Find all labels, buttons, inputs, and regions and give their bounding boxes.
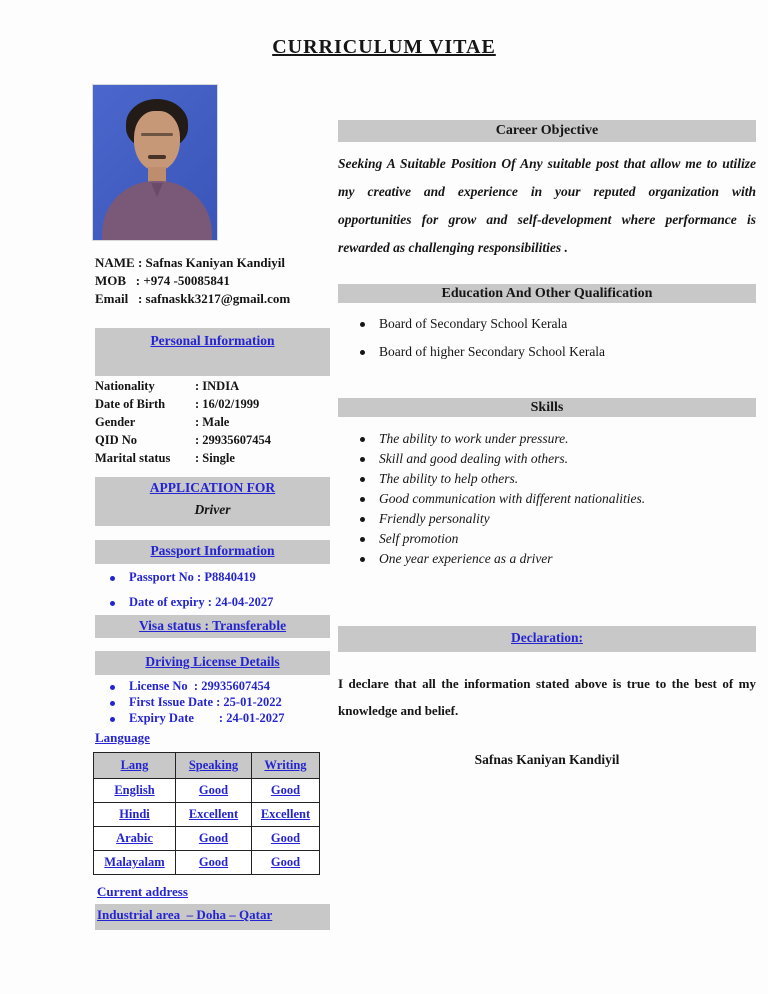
list-item [360, 316, 756, 332]
list-item [360, 449, 756, 469]
language-heading: Language [95, 730, 150, 745]
career-objective-header [338, 120, 756, 142]
bullet-icon [110, 576, 115, 581]
table-row [94, 827, 320, 851]
personal-info-row [95, 451, 330, 466]
table-cell: English [94, 779, 176, 803]
current-address-bar [95, 904, 330, 930]
photo-face-shape [134, 111, 180, 171]
bullet-icon [110, 717, 115, 722]
passport-information-header [95, 540, 330, 564]
bullet-icon [110, 701, 115, 706]
driving-license-list [110, 678, 345, 726]
passport-information-heading: Passport Information [150, 543, 275, 558]
passport-information-list [110, 570, 340, 620]
list-item-text: The ability to work under pressure. [379, 431, 569, 446]
skills-list [360, 429, 756, 569]
row-label: Marital status [95, 451, 171, 465]
list-item-text: Board of Secondary School Kerala [379, 316, 568, 331]
application-for-heading: APPLICATION FOR [149, 480, 276, 495]
table-cell: Arabic [94, 827, 176, 851]
table-cell: Good [252, 827, 320, 851]
declaration-header [338, 626, 756, 652]
list-item [110, 570, 340, 585]
personal-information-heading: Personal Information [150, 333, 275, 348]
table-row [94, 779, 320, 803]
row-label: Date of Birth [95, 397, 166, 411]
bullet-icon [360, 322, 365, 327]
list-item [110, 678, 345, 694]
table-cell: Excellent [252, 803, 320, 827]
column-header: Lang [94, 753, 176, 779]
list-item-text: Skill and good dealing with others. [379, 451, 568, 466]
career-objective-heading: Career Objective [495, 123, 599, 138]
language-table [93, 752, 320, 875]
column-header: Speaking [176, 753, 252, 779]
current-address-heading: Current address [97, 884, 188, 899]
language-table-header-row [94, 753, 320, 779]
list-item [110, 595, 340, 610]
list-item [360, 529, 756, 549]
contact-mobile-line: MOB : +974 -50085841 [95, 273, 230, 288]
personal-info-row [95, 379, 330, 394]
column-header: Writing [252, 753, 320, 779]
list-item-text: Date of expiry : 24-04-2027 [129, 595, 274, 609]
list-item-text: License No : 29935607454 [129, 679, 270, 693]
bullet-icon [110, 601, 115, 606]
list-item [360, 429, 756, 449]
skills-heading: Skills [530, 400, 564, 415]
bullet-icon [360, 497, 365, 502]
row-value: : Male [195, 415, 230, 429]
driving-license-heading: Driving License Details [145, 654, 280, 669]
table-cell: Good [176, 851, 252, 875]
list-item [360, 489, 756, 509]
bullet-icon [360, 557, 365, 562]
list-item [360, 344, 756, 360]
list-item-text: The ability to help others. [379, 471, 519, 486]
application-for-value: Driver [194, 502, 231, 517]
portrait-photo [92, 84, 218, 241]
list-item-text: First Issue Date : 25-01-2022 [129, 695, 282, 709]
declaration-text: I declare that all the information stated above is true to the best of my knowledge and belief. [338, 676, 756, 718]
career-objective-text: Seeking A Suitable Position Of Any suitable post that allow me to utilize my creative and experience in your reputed organization with opportunities for grow and self-development where performance is rewarded as challenging responsibilities . [338, 156, 756, 255]
list-item [360, 549, 756, 569]
table-row [94, 851, 320, 875]
list-item-text: Self promotion [379, 531, 459, 546]
row-label: Nationality [95, 379, 155, 393]
list-item-text: Board of higher Secondary School Kerala [379, 344, 606, 359]
personal-info-row [95, 415, 330, 430]
list-item [110, 694, 345, 710]
row-value: : Single [195, 451, 235, 465]
row-label: QID No [95, 433, 138, 447]
photo-brow-shape [141, 133, 173, 136]
visa-status-text: Visa status : Transferable [138, 618, 287, 633]
driving-license-header [95, 651, 330, 675]
current-address-value: Industrial area – Doha – Qatar [97, 907, 273, 922]
bullet-icon [110, 685, 115, 690]
personal-info-row [95, 433, 330, 448]
row-label: Gender [95, 415, 136, 429]
personal-information-header [95, 328, 330, 376]
visa-status-header [95, 615, 330, 638]
education-header [338, 284, 756, 303]
list-item [360, 469, 756, 489]
table-cell: Excellent [176, 803, 252, 827]
contact-email-line: Email : safnaskk3217@gmail.com [95, 291, 291, 306]
table-cell: Good [176, 827, 252, 851]
education-list [360, 316, 756, 372]
bullet-icon [360, 477, 365, 482]
page-title: CURRICULUM VITAE [272, 36, 496, 58]
row-value: : INDIA [195, 379, 240, 393]
education-heading: Education And Other Qualification [441, 286, 653, 301]
bullet-icon [360, 350, 365, 355]
list-item-text: Friendly personality [379, 511, 490, 526]
table-cell: Hindi [94, 803, 176, 827]
skills-header [338, 398, 756, 417]
signature-name: Safnas Kaniyan Kandiyil [474, 752, 620, 767]
bullet-icon [360, 437, 365, 442]
bullet-icon [360, 537, 365, 542]
list-item [110, 710, 345, 726]
table-cell: Good [252, 779, 320, 803]
personal-info-row [95, 397, 330, 412]
table-cell: Malayalam [94, 851, 176, 875]
contact-name-line: NAME : Safnas Kaniyan Kandiyil [95, 255, 285, 270]
list-item-text: Expiry Date : 24-01-2027 [129, 711, 285, 725]
table-row [94, 803, 320, 827]
table-cell: Good [252, 851, 320, 875]
list-item-text: Passport No : P8840419 [129, 570, 256, 584]
row-value: : 29935607454 [195, 433, 272, 447]
list-item-text: Good communication with different nationalities. [379, 491, 646, 506]
bullet-icon [360, 517, 365, 522]
list-item [360, 509, 756, 529]
row-value: : 16/02/1999 [195, 397, 260, 411]
photo-mustache-shape [148, 155, 166, 159]
contact-block [95, 254, 345, 308]
table-cell: Good [176, 779, 252, 803]
declaration-heading: Declaration: [511, 630, 583, 645]
bullet-icon [360, 457, 365, 462]
list-item-text: One year experience as a driver [379, 551, 553, 566]
personal-information-rows [95, 379, 330, 466]
application-for-section [95, 477, 330, 526]
